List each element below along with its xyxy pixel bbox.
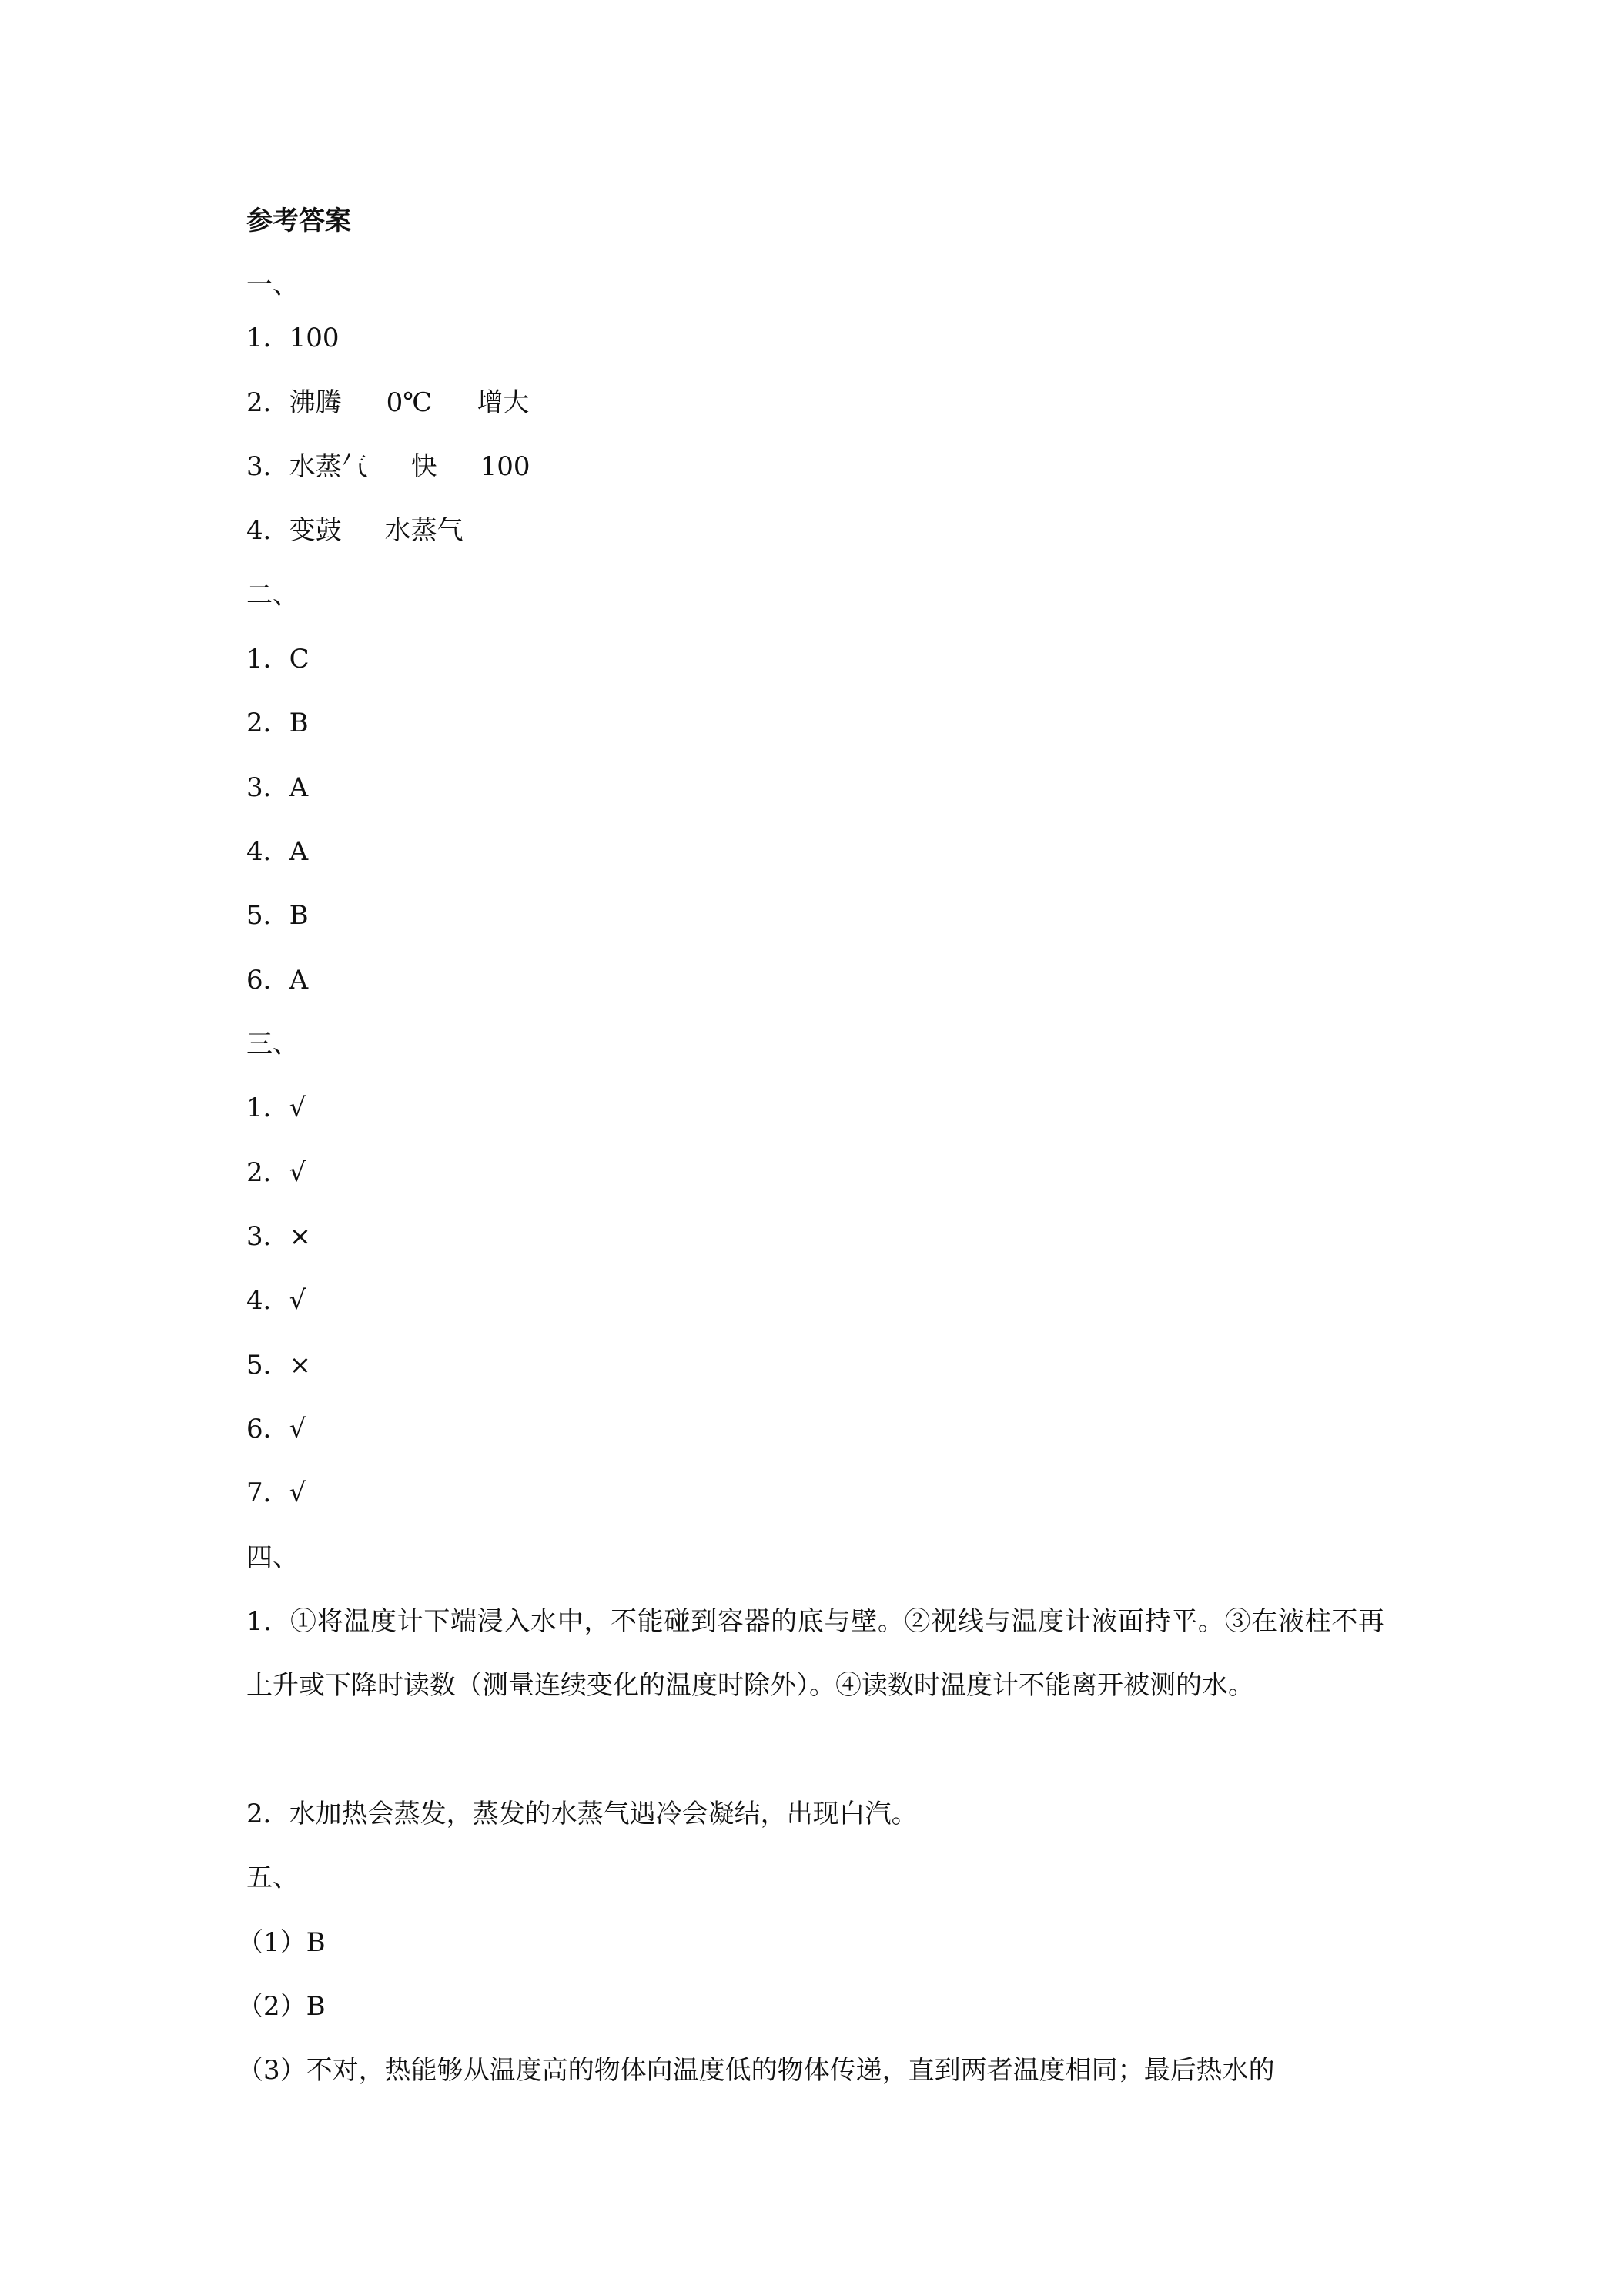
answer-line-5-3: （3）不对，热能够从温度高的物体向温度低的物体传递，直到两者温度相同；最后热水的 (237, 2055, 1275, 2086)
answer-line-2-6 (246, 965, 308, 996)
answer-text: 快 (410, 451, 437, 482)
answer-text: B (289, 900, 309, 931)
item-number: 3． (246, 1221, 289, 1252)
answer-text: 0℃ (386, 387, 433, 418)
item-number: 1． (246, 323, 289, 353)
answer-mark: × (289, 1221, 312, 1252)
section-heading-2: 二、 (246, 580, 299, 611)
section-heading-4: 四、 (246, 1542, 299, 1573)
answer-mark: √ (289, 1285, 306, 1316)
item-number: 1． (246, 644, 289, 674)
answer-text: 变鼓 (289, 515, 342, 546)
item-number: 4． (246, 1285, 289, 1316)
section-heading-1: 一、 (246, 269, 299, 300)
item-number: 3． (246, 772, 289, 803)
answer-mark: × (289, 1350, 312, 1381)
section-heading-5: 五、 (246, 1863, 299, 1893)
item-number: 4． (246, 515, 289, 546)
answer-text: B (289, 708, 309, 738)
answer-line-3-4 (246, 1285, 306, 1316)
answer-line-2-1 (246, 644, 310, 674)
answer-line-2-3 (246, 772, 308, 803)
answer-line-2-5 (246, 900, 309, 931)
answer-mark: √ (289, 1478, 306, 1508)
answer-mark: √ (289, 1414, 306, 1444)
item-number: 2． (246, 387, 289, 418)
answer-mark: √ (289, 1157, 306, 1188)
answer-paragraph-4-1: 1．①将温度计下端浸入水中，不能碰到容器的底与壁。②视线与温度计液面持平。③在液柱不再上升或下降时读数（测量连续变化的温度时除外）。④读数时温度计不能离开被测的水。 (246, 1606, 1384, 1701)
answer-line-3-5 (246, 1350, 311, 1381)
item-number: 3． (246, 451, 289, 482)
answer-text: C (289, 644, 310, 674)
item-number: 6． (246, 965, 289, 996)
item-number: 2． (246, 708, 289, 738)
answer-text: 100 (480, 451, 530, 482)
answer-line-3-2 (246, 1157, 306, 1188)
item-number: 6． (246, 1414, 289, 1444)
answer-line-1-2 (246, 387, 529, 418)
answer-text: 沸腾 (289, 387, 342, 418)
answer-line-5-1: （1）B (237, 1927, 326, 1958)
answer-line-3-6 (246, 1414, 306, 1444)
answer-text: A (289, 772, 309, 803)
answer-text: 增大 (477, 387, 530, 418)
answer-mark: √ (289, 1093, 306, 1123)
item-number: 1． (246, 1093, 289, 1123)
answer-line-1-4 (246, 515, 463, 546)
answer-text: 100 (289, 323, 340, 353)
item-number: 5． (246, 1350, 289, 1381)
answer-line-1-1 (246, 323, 340, 353)
answer-text: A (289, 836, 309, 867)
answer-text: A (289, 965, 309, 996)
item-number: 2． (246, 1157, 289, 1188)
section-heading-3: 三、 (246, 1029, 299, 1059)
answer-text: 水蒸气 (289, 451, 368, 482)
answer-line-3-3 (246, 1221, 311, 1252)
page-title: 参考答案 (246, 206, 351, 236)
answer-paragraph-4-2: 2．水加热会蒸发，蒸发的水蒸气遇冷会凝结，出现白汽。 (246, 1799, 918, 1829)
answer-line-5-2: （2）B (237, 1991, 326, 2022)
item-number: 5． (246, 900, 289, 931)
answer-line-1-3 (246, 451, 530, 482)
answer-line-2-4 (246, 836, 308, 867)
item-number: 7． (246, 1478, 289, 1508)
answer-line-3-7 (246, 1478, 306, 1508)
answer-line-2-2 (246, 708, 309, 738)
answer-line-3-1 (246, 1093, 306, 1123)
answer-text: 水蒸气 (384, 515, 463, 546)
item-number: 4． (246, 836, 289, 867)
